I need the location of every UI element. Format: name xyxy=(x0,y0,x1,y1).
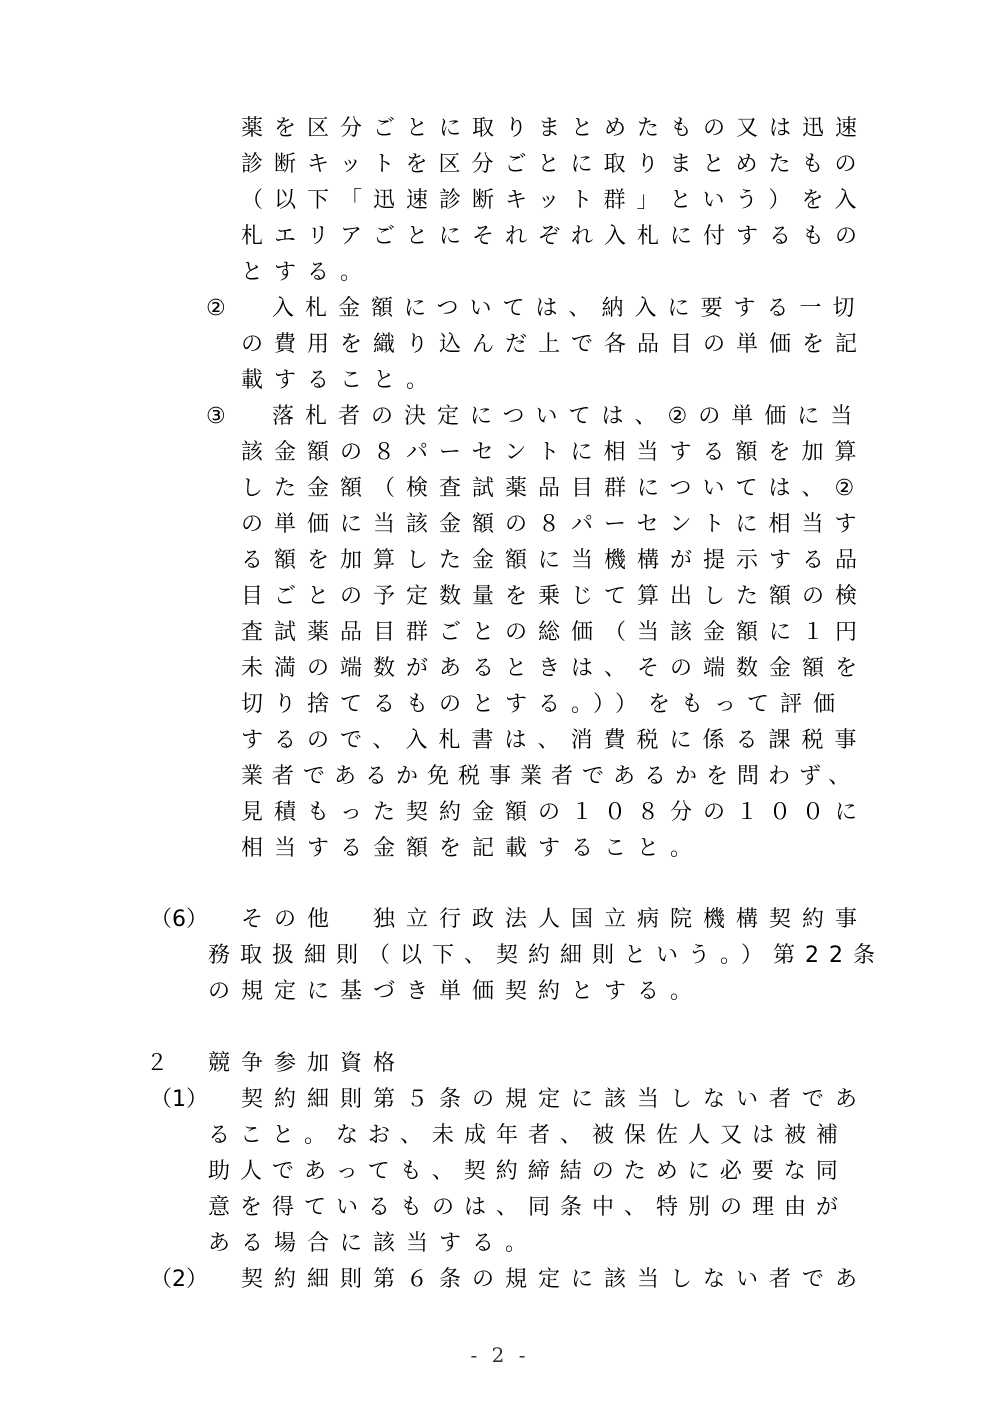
text-line: 未満の端数があるときは、その端数金額を xyxy=(241,656,869,681)
text-line: 業者であるか免税事業者であるかを問わず、 xyxy=(241,764,860,789)
text-line: 薬を区分ごとに取りまとめたもの又は迅速 xyxy=(241,116,869,141)
text-line: 相当する金額を記載すること。 xyxy=(241,836,704,861)
item-marker-6: （6） xyxy=(150,907,208,932)
text-line: 診断キットを区分ごとに取りまとめたもの xyxy=(241,152,868,177)
text-line: 契約細則第６条の規定に該当しない者であ xyxy=(241,1267,869,1292)
text-line: 務取扱細則（以下、契約細則という。）第22条 xyxy=(208,943,885,968)
item-marker-2-paren: （2） xyxy=(150,1267,208,1292)
item-marker-2: ② xyxy=(206,296,226,321)
text-line: （以下「迅速診断キット群」という）を入 xyxy=(241,188,868,213)
page-number: - 2 - xyxy=(470,1343,530,1367)
text-line: 札エリアごとにそれぞれ入札に付するもの xyxy=(241,224,869,249)
text-line: 入札金額については、納入に要する一切 xyxy=(272,296,866,321)
text-line: 切り捨てるものとする。））をもって評価 xyxy=(241,692,847,717)
text-line: 契約細則第５条の規定に該当しない者であ xyxy=(241,1087,869,1112)
text-line: 見積もった契約金額の１０８分の１００に xyxy=(241,800,869,825)
text-line: した金額（検査試薬品目群については、② xyxy=(241,476,866,501)
text-line: の単価に当該金額の８パーセントに相当す xyxy=(241,512,868,537)
text-line: その他 独立行政法人国立病院機構契約事 xyxy=(241,907,869,932)
item-marker-1: （1） xyxy=(150,1087,208,1112)
text-line: 落札者の決定については、②の単価に当 xyxy=(272,404,864,429)
section-title: 競争参加資格 xyxy=(208,1051,407,1076)
text-line: 該金額の８パーセントに相当する額を加算 xyxy=(241,440,868,465)
text-line: ある場合に該当する。 xyxy=(208,1231,539,1256)
section-number: ２ xyxy=(146,1051,169,1076)
text-line: 意を得ているものは、同条中、特別の理由が xyxy=(208,1195,849,1220)
text-line: 査試薬品目群ごとの総価（当該金額に１円 xyxy=(241,620,869,645)
text-line: とする。 xyxy=(241,260,374,285)
text-line: の費用を織り込んだ上で各品目の単価を記 xyxy=(241,332,869,357)
text-line: の規定に基づき単価契約とする。 xyxy=(208,979,704,1004)
text-line: するので、入札書は、消費税に係る課税事 xyxy=(241,728,868,753)
item-marker-3: ③ xyxy=(206,404,226,429)
text-line: 目ごとの予定数量を乗じて算出した額の検 xyxy=(241,584,869,609)
text-line: 助人であっても、契約締結のために必要な同 xyxy=(208,1159,848,1184)
text-line: 載すること。 xyxy=(241,368,440,393)
text-line: ること。なお、未成年者、被保佐人又は被補 xyxy=(208,1123,849,1148)
text-line: る額を加算した金額に当機構が提示する品 xyxy=(241,548,869,573)
